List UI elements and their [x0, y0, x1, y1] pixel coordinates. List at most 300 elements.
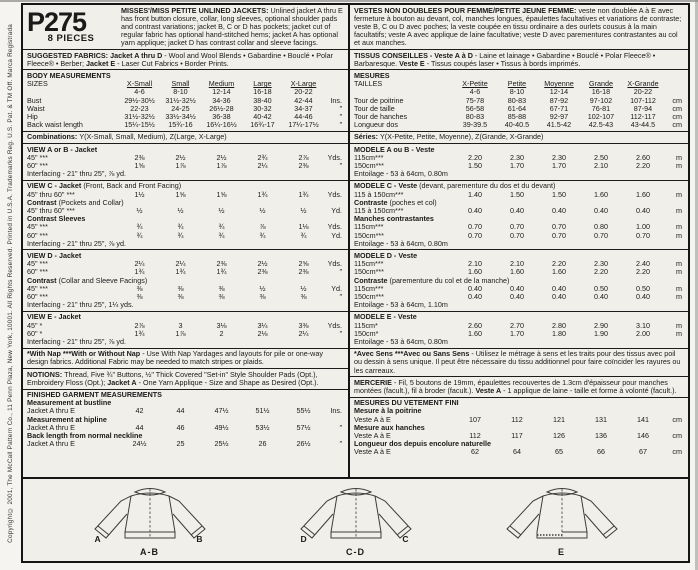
text-segment: - Fil, 5 boutons de 19mm, épaulettes recouvertes de 1.3cm d'épaisseur pour manches montées (facult.), fil à broder (facult.).	[354, 377, 668, 396]
text-line	[27, 313, 344, 321]
table-cell: 49½	[214, 422, 229, 432]
row-label: 45" ***	[27, 284, 48, 293]
row-label: 45" *	[27, 321, 43, 330]
table-cell: 2½	[257, 259, 268, 269]
table-cell: 126	[553, 431, 565, 441]
table-cell: 1⅝	[134, 160, 145, 170]
table-cell: 2⅜	[298, 267, 309, 277]
sheet-section	[350, 349, 688, 378]
unit-cell: Yds.	[327, 320, 342, 330]
table-cell: 38-40	[253, 95, 272, 105]
text-segment: (poches et col)	[389, 197, 437, 207]
text-segment: (devant, parementure du dos et du devant)	[419, 181, 556, 191]
table-cell: 31½-32½	[124, 111, 155, 121]
text-line	[354, 379, 684, 395]
text-segment: Entoilage - 53 à 64cm, 1.10m	[354, 300, 448, 310]
table-cell: 0.70	[552, 230, 566, 240]
table-cell: Large	[253, 79, 272, 89]
text-segment: (parementure du col et de la manche)	[389, 275, 510, 285]
table-cell: 2.10	[468, 259, 482, 269]
table-cell: 3¼	[257, 320, 268, 330]
text-segment: VIEW E - Jacket	[27, 312, 81, 322]
pattern-id-block	[27, 7, 115, 48]
table-cell: 1⅝	[175, 189, 186, 199]
table-row	[27, 121, 344, 129]
table-cell: 0.40	[510, 283, 524, 293]
table-cell: 67-71	[549, 103, 569, 113]
text-segment: MODELE D - Veste	[354, 250, 418, 260]
text-segment: NOTIONS:	[27, 369, 65, 379]
unit-cell: m	[676, 230, 682, 240]
table-cell: 141	[637, 414, 649, 424]
row-label: 60" ***	[27, 231, 48, 240]
french-sections	[350, 5, 688, 458]
table-cell: 80-83	[465, 111, 485, 121]
table-cell: 0.70	[552, 222, 566, 232]
table-cell: 2.80	[552, 320, 566, 330]
table-cell: Petite	[507, 79, 527, 89]
table-cell: 136	[595, 431, 607, 441]
row-label: 60" ***	[27, 293, 48, 301]
text-segment: MESURES	[354, 70, 390, 80]
unit-cell: Yd.	[331, 230, 342, 240]
table-cell: X-Large	[290, 79, 317, 89]
text-segment: Manches contrastantes	[354, 214, 434, 224]
table-cell: ¾	[136, 222, 143, 232]
view-caption: C-D	[346, 547, 365, 557]
table-row	[27, 285, 344, 293]
row-label: Waist	[27, 104, 45, 113]
sheet-section	[23, 250, 348, 311]
text-segment: Longueur dos depuis encolure naturelle	[354, 439, 491, 449]
table-cell: Small	[171, 79, 190, 89]
unit-cell: ″	[339, 120, 342, 130]
row-label: Jacket A thru E	[27, 423, 75, 432]
row-label: Veste A à E	[354, 415, 391, 424]
table-cell: 1⅞	[175, 160, 186, 170]
text-segment: - Use With Nap Yardages and layouts for pile or one-way design fabrics. Additional Fabric may be needed to match stripes or plaids.	[27, 349, 323, 367]
row-label: 115cm***	[354, 284, 384, 293]
table-cell: 1¾	[134, 328, 145, 338]
sheet-section	[23, 181, 348, 251]
table-cell: ¾	[218, 230, 225, 240]
table-cell: 24½	[132, 439, 147, 449]
table-cell: 2.60	[468, 320, 482, 330]
table-cell: 40-40.5	[504, 120, 530, 130]
row-label: 60" *	[27, 329, 43, 338]
garment-description-english	[121, 7, 344, 48]
table-cell: 0.40	[552, 205, 566, 215]
table-cell: 0.40	[510, 205, 524, 215]
text-segment: VIEW C - Jacket	[27, 181, 84, 191]
view-letter-left: A	[94, 534, 101, 544]
row-label: 115cm***	[354, 153, 384, 162]
sheet-frame	[21, 3, 690, 563]
sheet-section	[23, 369, 348, 389]
text-segment: - Utilisez le métrage à sens et les traits pour des tissus avec poil ou dessin à sens unique. Il peut être nécessaire du tissu additionnel pour faire coïncider les rayures ou les carreaux.	[354, 349, 681, 375]
table-cell: 61-64	[507, 103, 527, 113]
text-line	[27, 133, 344, 141]
table-cell: 0.70	[594, 230, 608, 240]
text-segment: VIEW A or B - Jacket	[27, 144, 98, 154]
sheet-section	[23, 132, 348, 144]
view-letter-left: D	[300, 534, 307, 544]
row-label: Tour de poitrine	[354, 96, 404, 105]
table-cell: 0.40	[468, 283, 482, 293]
row-label: Veste A à E	[354, 448, 391, 457]
table-cell: 29½-30½	[124, 95, 155, 105]
table-cell: 107-112	[630, 95, 656, 105]
table-cell: 1¾	[134, 267, 145, 277]
unit-cell: ″	[339, 160, 342, 170]
table-cell: ½	[136, 205, 143, 215]
table-cell: 80-83	[507, 95, 527, 105]
table-cell: 1.50	[468, 160, 482, 170]
table-cell: 1.50	[510, 189, 524, 199]
table-cell: 1.50	[552, 189, 566, 199]
jacket-back-view-diagram-ab	[71, 483, 229, 561]
text-segment: Interfacing - 21" thru 25", ⅞ yd.	[27, 238, 126, 248]
table-cell: 56-58	[465, 103, 485, 113]
unit-cell: cm	[672, 103, 682, 113]
table-cell: 1.60	[510, 267, 524, 277]
table-cell: 2¼	[298, 328, 309, 338]
table-cell: 2½	[216, 152, 227, 162]
text-line	[27, 277, 344, 285]
text-line	[27, 52, 344, 68]
text-segment: Jacket E	[85, 58, 116, 68]
table-cell: 1.60	[552, 267, 566, 277]
table-cell: 3	[178, 320, 183, 330]
text-segment: (Collar and Sleeve Facings)	[58, 275, 148, 285]
table-cell: ⅜	[259, 292, 266, 301]
table-cell: 1.70	[552, 160, 566, 170]
table-cell: Medium	[208, 79, 235, 89]
unit-cell: cm	[672, 414, 682, 424]
table-cell: 112	[469, 431, 481, 441]
table-cell: ½	[218, 205, 225, 215]
table-cell: 16-18	[253, 87, 272, 97]
sheet-section	[350, 398, 688, 458]
table-cell: 46	[176, 422, 185, 432]
text-line	[27, 301, 344, 309]
table-cell: ⅜	[218, 283, 225, 293]
text-segment: MISSES'/MISS PETITE UNLINED JACKETS:	[121, 5, 271, 15]
view-diagrams-band	[23, 477, 688, 561]
table-cell: ½	[177, 205, 184, 215]
text-line	[354, 7, 684, 48]
text-segment: MODELE C - Veste	[354, 181, 420, 191]
table-row	[27, 440, 344, 448]
table-cell: 67	[639, 447, 647, 457]
row-label: SIZES	[27, 80, 48, 89]
text-segment: Entoilage - 53 à 64cm, 0.80m	[354, 169, 448, 179]
text-line	[354, 338, 684, 346]
row-label: 115 à 150cm***	[354, 190, 404, 199]
unit-cell: Ins.	[330, 406, 342, 416]
row-label: TAILLES	[354, 80, 383, 89]
table-cell: 65	[555, 447, 563, 457]
table-cell: 62	[471, 447, 479, 457]
table-cell: ¾	[136, 230, 143, 240]
copyright-spine-text: Copyright© 2001, The McCall Pattern Co., 11 Penn Plaza, New York, 10001. All Rights Reserved. Printed in U.S.A. Trademarks Reg. U.S. Pat. & TM Off. Marca Registrada	[7, 23, 14, 543]
row-label: 150cm***	[354, 268, 384, 277]
table-cell: 1½	[134, 189, 145, 199]
table-cell: 0.70	[636, 230, 650, 240]
table-cell: 12-14	[549, 87, 569, 97]
table-cell: 57½	[296, 422, 311, 432]
table-cell: 121	[553, 414, 565, 424]
sheet-section	[23, 312, 348, 349]
table-cell: 112	[511, 414, 523, 424]
unit-cell: cm	[672, 95, 682, 105]
table-cell: 43-44.5	[630, 120, 656, 130]
table-cell: 1.60	[636, 189, 650, 199]
scan-edge	[0, 0, 698, 2]
table-cell: 2.30	[594, 259, 608, 269]
table-cell: 47½	[214, 406, 229, 416]
text-segment: Contraste	[354, 275, 390, 285]
text-line	[354, 170, 684, 178]
row-label: 150cm***	[354, 161, 384, 170]
table-cell: 2⅜	[257, 267, 268, 277]
table-cell: 2.30	[510, 152, 524, 162]
table-cell: ¾	[218, 222, 225, 232]
text-segment: Veste A	[475, 386, 502, 396]
table-cell: 1⅛	[298, 222, 309, 232]
table-cell: 2.00	[636, 328, 650, 338]
unit-cell: ″	[339, 439, 342, 449]
table-cell: 0.40	[552, 292, 566, 301]
text-segment: Mesure à la poitrine	[354, 406, 422, 416]
table-cell: 0.40	[510, 292, 524, 301]
copyright-spine	[1, 0, 20, 566]
table-cell: 102-107	[587, 111, 615, 121]
text-segment: Measurement at hipline	[27, 414, 107, 424]
text-segment: (Front, Back and Front Facing)	[83, 181, 182, 191]
table-cell: 2.10	[594, 160, 608, 170]
table-cell: 51½	[255, 406, 270, 416]
unit-cell: Yds.	[327, 189, 342, 199]
row-label: 115cm*	[354, 321, 378, 330]
table-cell: ¾	[300, 230, 307, 240]
table-cell: 1.00	[636, 222, 650, 232]
row-label: 45" ***	[27, 260, 48, 269]
table-cell: 3.10	[636, 320, 650, 330]
jacket-back-view-diagram-e	[483, 483, 641, 561]
table-cell: 15¾-16	[168, 120, 193, 130]
unit-cell: m	[676, 222, 682, 232]
english-sections	[23, 50, 348, 450]
table-cell: 17¼-17½	[288, 120, 319, 130]
table-cell: ⅜	[177, 292, 184, 301]
text-segment: veste non doublée A à E avec fermeture à bouton au devant, col, manches longues, épaulettes facultatives et variations de contraste; veste B, C ou D avec poches; la veste coupée en tissu ordinaire a des ourlets cousus à la main facultatifs; veste A avec applique de laine facultative; veste D avec parementures contrastantes au col et aux manches.	[354, 5, 682, 48]
table-cell: 0.40	[594, 292, 608, 301]
table-cell: 2.30	[552, 152, 566, 162]
view-letter-right: B	[196, 534, 203, 544]
table-cell: 2.10	[510, 259, 524, 269]
table-cell: ½	[300, 205, 307, 215]
row-label: Bust	[27, 96, 42, 105]
table-cell: 2⅜	[216, 259, 227, 269]
table-cell: 16¼-16½	[206, 120, 237, 130]
row-label: Veste A à E	[354, 432, 391, 441]
text-segment: Contraste	[354, 197, 390, 207]
sheet-section	[350, 132, 688, 144]
text-line	[27, 215, 344, 223]
sheet-section	[23, 349, 348, 369]
table-cell: 2¼	[175, 259, 186, 269]
unit-cell: ″	[339, 111, 342, 121]
table-cell: 15¼-15½	[124, 120, 155, 130]
text-line	[354, 240, 684, 248]
unit-cell: m	[676, 189, 682, 199]
table-cell: 2⅜	[134, 152, 145, 162]
table-cell: 87-94	[633, 103, 653, 113]
unit-cell: m	[676, 259, 682, 269]
text-segment: MODELE E - Veste	[354, 312, 417, 322]
text-segment: Entoilage - 53 à 64cm, 0.80m	[354, 337, 448, 347]
unit-cell: ″	[339, 292, 342, 301]
pattern-number: P275	[27, 6, 87, 37]
sheet-section	[350, 250, 688, 311]
text-line	[354, 301, 684, 309]
table-cell: 30-32	[253, 103, 272, 113]
unit-cell: m	[676, 205, 682, 215]
text-segment: Y(X-Small, Small, Medium), Z(Large, X-Large)	[79, 132, 227, 142]
table-cell: ⅜	[136, 283, 143, 293]
table-cell: 1¾	[216, 267, 227, 277]
unit-cell: m	[676, 292, 682, 301]
table-cell: 39-39.5	[462, 120, 488, 130]
text-segment: Jacket A thru D	[110, 50, 163, 60]
table-cell: 2.20	[636, 160, 650, 170]
sheet-section	[23, 50, 348, 70]
table-cell: 53½	[255, 422, 270, 432]
table-cell: ⅜	[300, 292, 307, 301]
text-segment: MERCERIE	[354, 377, 392, 387]
table-cell: 0.40	[636, 292, 650, 301]
row-label: 115 à 150cm***	[354, 206, 404, 215]
text-line	[27, 170, 344, 178]
row-label: 115cm***	[354, 223, 384, 232]
table-cell: 2⅞	[134, 320, 145, 330]
table-cell: 0.50	[636, 283, 650, 293]
table-cell: 2⅞	[298, 152, 309, 162]
table-cell: 2.20	[594, 267, 608, 277]
table-cell: Grande	[589, 79, 613, 89]
table-cell: 1.80	[552, 328, 566, 338]
table-cell: 40-42	[253, 111, 272, 121]
sheet-section	[23, 70, 348, 131]
sheet-section	[350, 144, 688, 181]
row-label: Back waist length	[27, 121, 83, 130]
text-segment: (Pockets and Collar)	[58, 197, 124, 207]
table-cell: Moyenne	[544, 79, 574, 89]
view-letter-right: C	[402, 534, 409, 544]
text-segment: *With Nap ***With or Without Nap	[27, 349, 141, 359]
table-cell: 1⅞	[175, 328, 186, 338]
table-cell: 0.40	[468, 205, 482, 215]
table-cell: 34-37	[294, 103, 313, 113]
table-cell: 2.20	[468, 152, 482, 162]
table-cell: 20-22	[633, 87, 653, 97]
text-line	[27, 338, 344, 346]
table-cell: 2¼	[134, 259, 145, 269]
text-segment: - Tissus coupés laser • Tissus à bords imprimés.	[424, 58, 581, 68]
unit-cell: ″	[339, 328, 342, 338]
table-cell: 0.70	[510, 222, 524, 232]
table-cell: 76-81	[591, 103, 611, 113]
table-cell: X-Small	[126, 79, 153, 89]
unit-cell: cm	[672, 447, 682, 457]
table-cell: ⅜	[136, 292, 143, 301]
table-cell: 1.90	[594, 328, 608, 338]
table-cell: 44	[176, 406, 185, 416]
jacket-e-drawing	[483, 483, 641, 547]
text-segment: Contrast Sleeves	[27, 214, 86, 224]
table-cell: ½	[259, 205, 266, 215]
table-cell: 92-97	[549, 111, 569, 121]
text-segment: - Wool and Wool Blends • Gabardine • Bouclé • Polar Fleece® • Berber;	[27, 50, 333, 68]
unit-cell: m	[676, 267, 682, 277]
table-cell: 64	[513, 447, 521, 457]
table-cell: 4-6	[469, 87, 481, 97]
table-cell: 20-22	[294, 87, 313, 97]
table-cell: 0.40	[636, 205, 650, 215]
sheet-section	[350, 70, 688, 131]
table-cell: 0.50	[594, 283, 608, 293]
text-segment: Interfacing - 21" thru 25", ⅞ yd.	[27, 337, 126, 347]
table-cell: 0.80	[594, 222, 608, 232]
table-cell: ⅜	[218, 292, 225, 301]
table-cell: 85-88	[507, 111, 527, 121]
unit-cell: m	[676, 328, 682, 338]
table-cell: 2¾	[257, 152, 268, 162]
table-cell: 12-14	[212, 87, 231, 97]
text-segment: *Avec Sens ***Avec ou Sans Sens	[354, 349, 470, 359]
table-cell: ⅜	[177, 283, 184, 293]
text-segment: Y(X-Petite, Petite, Moyenne), Z(Grande, X-Grande)	[379, 132, 544, 142]
table-cell: 44-46	[294, 111, 313, 121]
text-segment: Combinations:	[27, 132, 80, 142]
unit-cell: cm	[672, 431, 682, 441]
text-line	[354, 133, 684, 141]
columns	[23, 5, 688, 477]
table-cell: 26½	[296, 439, 311, 449]
table-cell: 2.20	[552, 259, 566, 269]
table-cell: 0.40	[552, 283, 566, 293]
text-segment: Séries:	[354, 132, 380, 142]
text-segment: SUGGESTED FABRICS:	[27, 50, 111, 60]
text-segment: - Laine et lainage • Gabardine • Bouclé • Polar Fleece® • Barbaresque.	[354, 50, 656, 68]
text-segment: BODY MEASUREMENTS	[27, 70, 111, 80]
french-column	[350, 5, 688, 477]
text-segment: Jacket A	[107, 377, 137, 387]
unit-cell: ″	[339, 103, 342, 113]
row-label: Tour de hanches	[354, 112, 408, 121]
table-cell: X-Grande	[627, 79, 659, 89]
view-caption: E	[557, 547, 565, 557]
text-segment: Contrast	[27, 197, 59, 207]
table-cell: 1.70	[510, 328, 524, 338]
table-cell: 42.5-43	[588, 120, 614, 130]
text-segment: Back length from normal neckline	[27, 431, 143, 441]
row-label: 45" ***	[27, 153, 48, 162]
text-segment: VIEW D - Jacket	[27, 250, 82, 260]
table-cell: 4-6	[134, 87, 145, 97]
table-cell: 2⅝	[298, 259, 309, 269]
